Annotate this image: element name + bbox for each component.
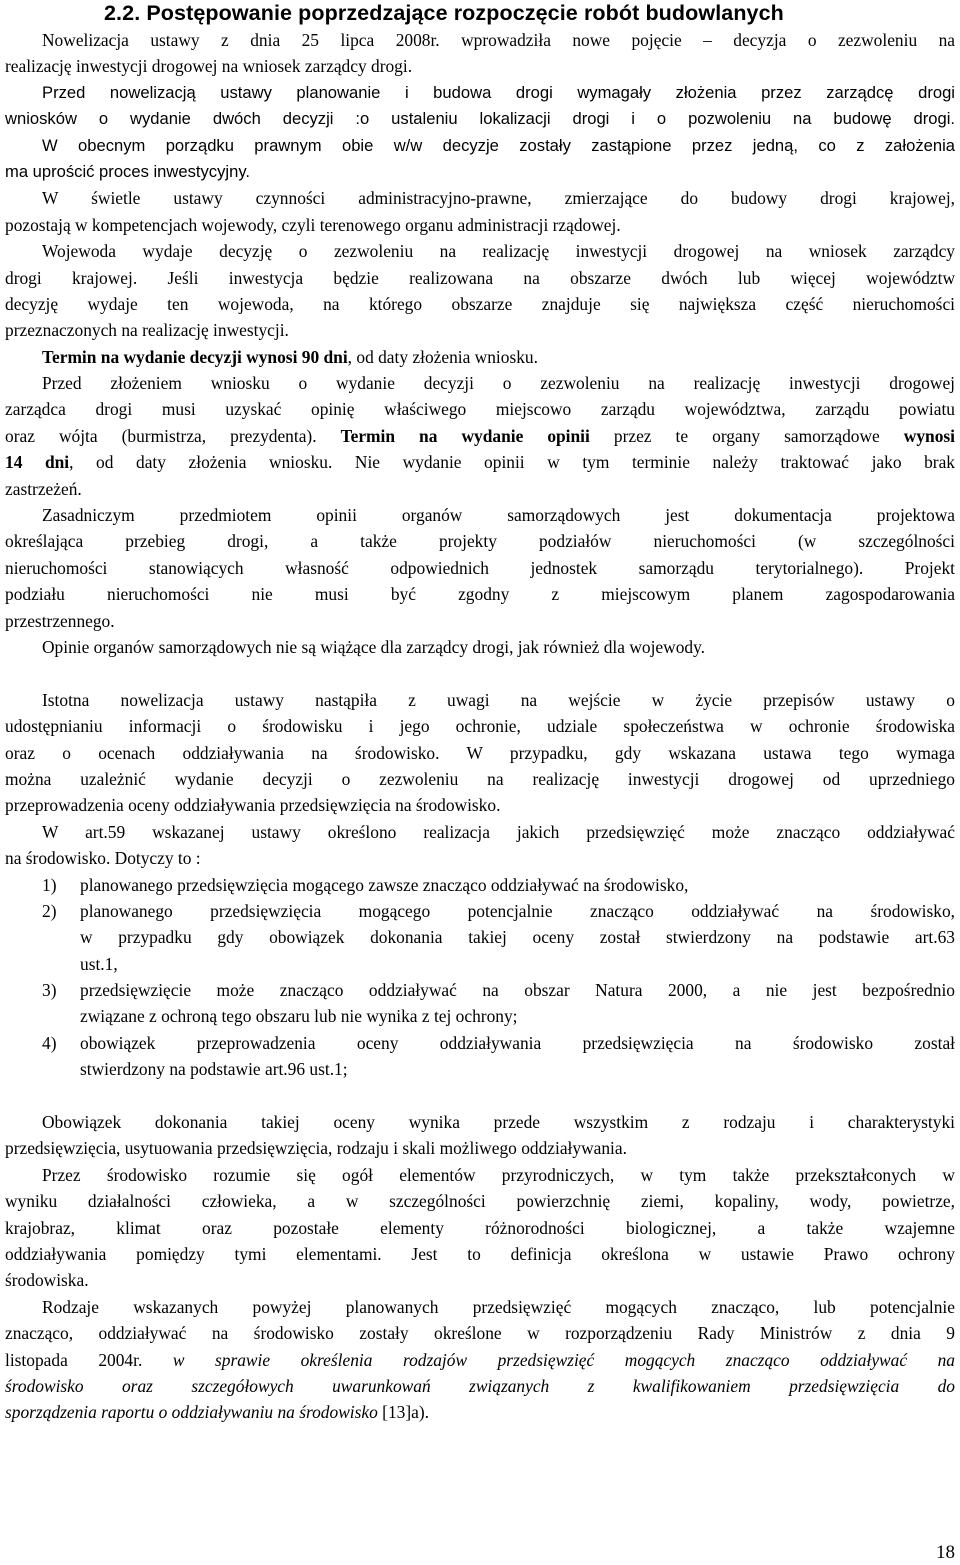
text-line: drogi krajowej. Jeśli inwestycja będzie realizowana na obszarze dwóch lub więcej województw [5,267,955,288]
text-line: przedsięwzięcia, usytuowania przedsięwzięcia, rodzaju i skali możliwego oddziaływania. [5,1138,627,1159]
text-run: listopada 2004r. [5,1349,173,1370]
text-run: przez te organy samorządowe [589,425,904,446]
bold-text: 14 dni [5,452,70,473]
body-text [5,27,955,1426]
list-item [5,898,955,924]
text-run: , od daty złożenia wniosku. Nie wydanie opinii w tym terminie należy traktować jako brak [69,452,955,473]
list-text: przedsięwzięcie może znacząco oddziaływać na obszar Natura 2000, a nie jest bezpośrednio [80,980,955,1001]
text-line: przeznaczonych na realizację inwestycji. [5,320,289,341]
list-number: 2) [42,900,57,921]
text-line: nieruchomości stanowiących własność odpowiednich jednostek samorządu terytorialnego). Projekt [5,557,955,578]
italic-text: w sprawie określenia rodzajów przedsięwzięć mogących znacząco oddziaływać na [172,1349,955,1370]
text-run: [13]a). [377,1402,429,1423]
list-item [5,977,955,1003]
text-line: zarządca drogi musi uzyskać opinię właściwego miejscowo zarządu województwa, zarządu powiatu [5,399,955,420]
text-line: można uzależnić wydanie decyzji o zezwoleniu na realizację inwestycji drogowej od uprzedniego [5,768,955,789]
list-text: obowiązek przeprowadzenia oceny oddziaływania przedsięwzięcia na środowisko został [80,1032,955,1053]
list-text: planowanego przedsięwzięcia mogącego zawsze znacząco oddziaływać na środowisko, [80,874,689,895]
text-line: pozostają w kompetencjach wojewody, czyli terenowego organu administracji rządowej. [5,214,621,235]
text-line: W świetle ustawy czynności administracyjno-prawne, zmierzające do budowy drogi krajowej, [42,188,955,209]
text-line: podziału nieruchomości nie musi być zgodny z miejscowym planem zagospodarowania [5,584,955,605]
list-text: planowanego przedsięwzięcia mogącego potencjalnie znacząco oddziaływać na środowisko, [80,900,955,921]
bold-text: wynosi [903,425,955,446]
text-line [5,1347,955,1373]
list-item-continuation: stwierdzony na podstawie art.96 ust.1; [80,1059,348,1080]
page-number: 18 [936,1542,955,1563]
text-line: określająca przebieg drogi, a także projekty podziałów nieruchomości (w szczególności [5,531,955,552]
text-line: przeprowadzenia oceny oddziaływania przedsięwzięcia na środowisko. [5,795,501,816]
text-line: Przez środowisko rozumie się ogół elementów przyrodniczych, w tym także przekształconych w [42,1164,955,1185]
list-item [5,1030,955,1056]
paragraph-gap [5,660,955,686]
text-run: oraz wójta (burmistrza, prezydenta). [5,425,341,446]
text-line: Opinie organów samorządowych nie są wiążące dla zarządcy drogi, jak również dla wojewody. [42,636,706,657]
text-line: Obowiązek dokonania takiej oceny wynika przede wszystkim z rodzaju i charakterystyki [42,1112,955,1133]
text-line: na środowisko. Dotyczy to : [5,848,201,869]
text-line: oraz o ocenach oddziaływania na środowisko. W przypadku, gdy wskazana ustawa tego wymaga [5,742,955,763]
text-line: znacząco, oddziaływać na środowisko zostały określone w rozporządzeniu Rady Ministrów z dnia 9 [5,1323,955,1344]
list-item-continuation: w przypadku gdy obowiązek dokonania takiej oceny został stwierdzony na podstawie art.63 [80,927,955,948]
italic-text: sporządzenia raportu o oddziaływaniu na środowisko [5,1402,378,1423]
text-line: środowisko oraz szczegółowych uwarunkowań związanych z kwalifikowaniem przedsięwzięcia do [5,1375,955,1396]
paragraph-gap [5,1083,955,1109]
text-line: decyzję wydaje ten wojewoda, na którego obszarze znajduje się największa część nieruchomości [5,293,955,314]
bold-text: Termin na wydanie decyzji wynosi 90 dni [42,346,348,367]
text-run: , od daty złożenia wniosku. [347,346,538,367]
text-line: wyniku działalności człowieka, a w szczególności powierzchnię ziemi, kopaliny, wody, powietrze, [5,1191,955,1212]
text-line: oddziaływania pomiędzy tymi elementami. Jest to definicja określona w ustawie Prawo ochrony [5,1243,955,1264]
text-line: realizację inwestycji drogowej na wniosek zarządcy drogi. [5,56,413,77]
text-line: Nowelizacja ustawy z dnia 25 lipca 2008r. wprowadziła nowe pojęcie – decyzja o zezwoleniu na [42,30,955,50]
list-item [5,872,955,898]
text-line [5,1399,955,1425]
list-number: 1) [42,874,57,895]
text-line: Przed złożeniem wniosku o wydanie decyzji o zezwoleniu na realizację inwestycji drogowej [42,373,955,394]
text-line: udostępnianiu informacji o środowisku i jego ochronie, udziale społeczeństwa w ochronie środowiska [5,716,955,737]
text-line: W art.59 wskazanej ustawy określono realizacja jakich przedsięwzięć może znacząco oddziaływać [42,821,955,842]
section-heading: 2.2. Postępowanie poprzedzające rozpoczęcie robót budowlanych [104,1,784,25]
list-number: 4) [42,1032,57,1053]
text-line: Rodzaje wskazanych powyżej planowanych przedsięwzięć mogących znacząco, lub potencjalnie [42,1296,955,1317]
text-line [5,344,955,370]
text-line: krajobraz, klimat oraz pozostałe elementy różnorodności biologicznej, a także wzajemne [5,1217,955,1238]
text-line: wniosków o wydanie dwóch decyzji :o ustaleniu lokalizacji drogi i o pozwoleniu na budowę drogi. [5,109,955,129]
text-line: ma uprościć proces inwestycyjny. [5,161,250,181]
text-line: W obecnym porządku prawnym obie w/w decyzje zostały zastąpione przez jedną, co z założenia [42,135,955,155]
text-line: Przed nowelizacją ustawy planowanie i budowa drogi wymagały złożenia przez zarządcę drogi [42,82,955,102]
text-line [5,423,955,449]
text-line [5,449,955,475]
text-line: środowiska. [5,1270,89,1291]
list-item-continuation: ust.1, [80,953,118,974]
list-item-continuation: związane z ochroną tego obszaru lub nie wynika z tej ochrony; [80,1006,518,1027]
bold-text: Termin na wydanie opinii [340,425,590,446]
text-line: Wojewoda wydaje decyzję o zezwoleniu na realizację inwestycji drogowej na wniosek zarządcy [42,241,955,262]
text-line: zastrzeżeń. [5,478,82,499]
list-number: 3) [42,980,57,1001]
text-line: Zasadniczym przedmiotem opinii organów samorządowych jest dokumentacja projektowa [42,505,955,526]
text-line: Istotna nowelizacja ustawy nastąpiła z uwagi na wejście w życie przepisów ustawy o [42,689,955,710]
text-line: przestrzennego. [5,610,115,631]
